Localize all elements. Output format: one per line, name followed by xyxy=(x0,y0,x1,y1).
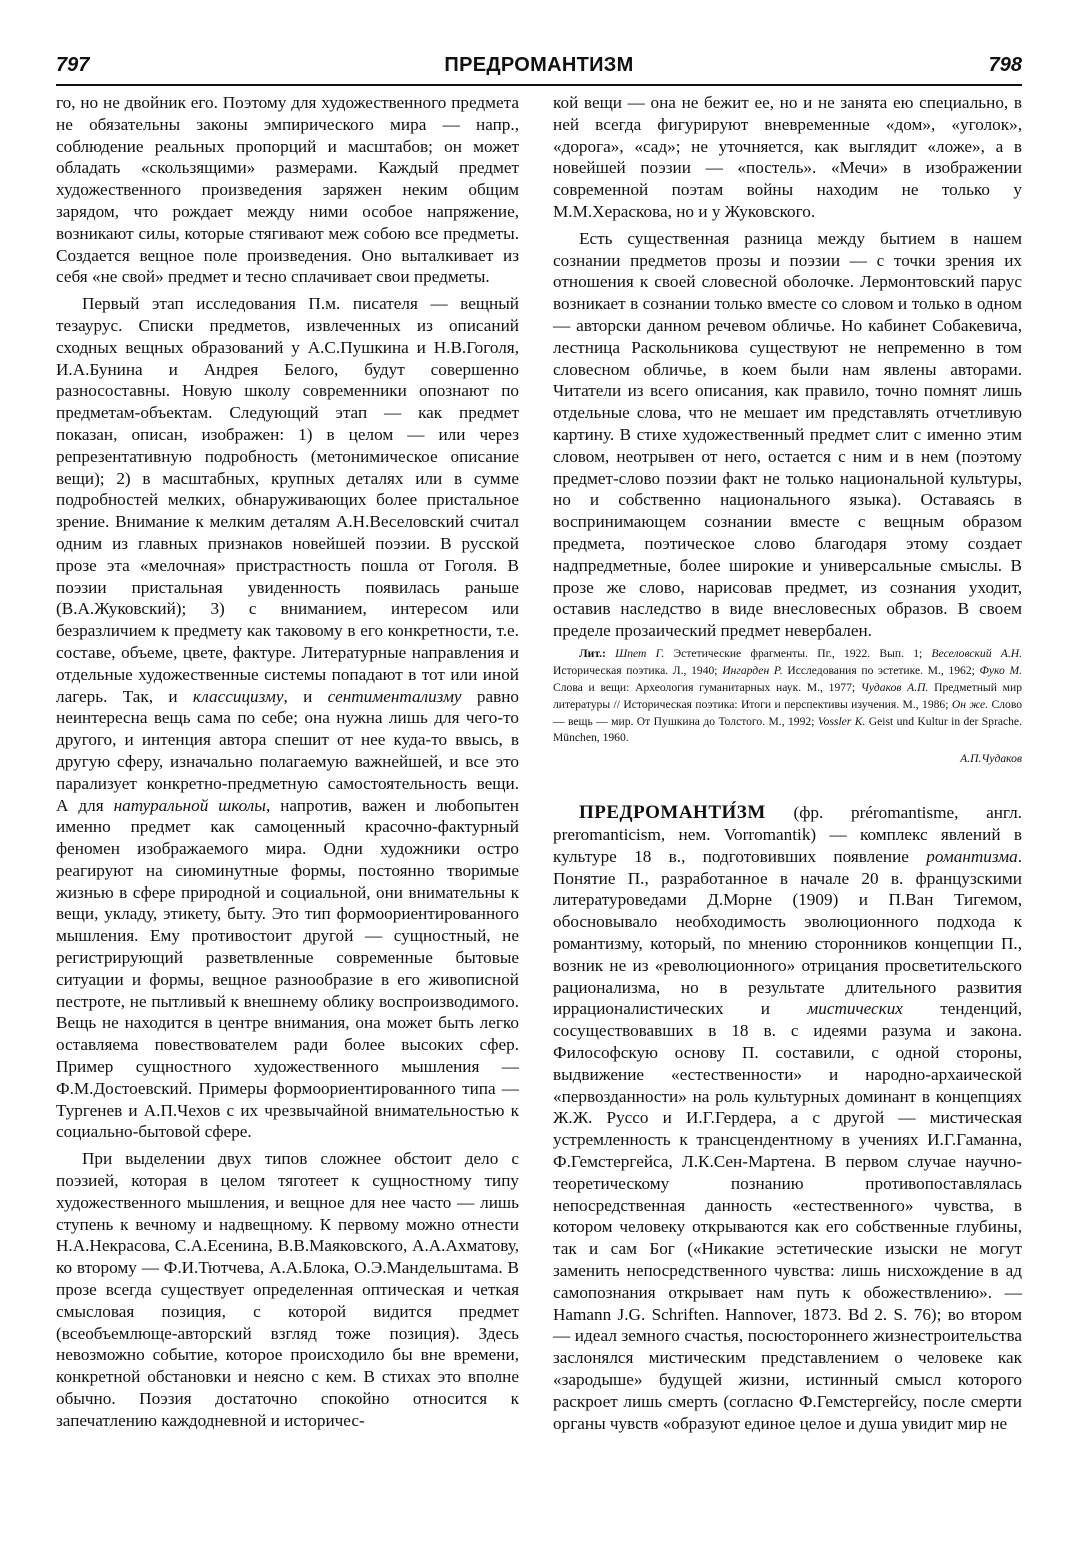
paragraph: При выделении двух типов сложнее обстоит дело с поэзией, которая в целом тяготеет к сущностному типу художественного мышления, и вещное для нее часто — лишь ступень к вечному и надвещному. К первому можно отнести Н.А.Некрасова, С.А.Есенина, В.В.Маяковского, А.А.Ахматову, ко второму — Ф.И.Тютчева, А.А.Блока, О.Э.Мандельштама. В прозе всегда существует определенная оптическая и четкая смысловая позиция, с которой видится предмет (всеобъемлюще-авторский взгляд тоже позиция). Здесь невозможно событие, которое происходило бы вне времени, конкретной обстановки и неясно с кем. В стихах это вполне обычно. Поэзия достаточно спокойно относится к запечатлению каждодневной и историчес- xyxy=(56,1149,519,1430)
running-title: ПРЕДРОМАНТИЗМ xyxy=(444,54,634,76)
text-run: Первый этап исследования П.м. писателя — вещный тезаурус. Списки предметов, извлеченных из описаний сходных вещных образований у А.С.Пушкина и Н.В.Гоголя, И.А.Бунина и Андрея Белого, будут совершенно разносоставны. Новую школу современники опознают по предметам-объектам. Следующий этап — как предмет показан, описан, изображен: 1) в целом — или через репрезентативную подробность (метонимическое описание вещи); 2) в масштабных, крупных деталях или в сумме подробностей мелких, обнаруживающих более пристальное зрение. Внимание к мелким деталям А.Н.Веселовский считал одним из главных признаков новейшей поэзии. В русской прозе эта «мелочная» пристрастность пошла от Гоголя. В поэзии пристальная увиденность появилась раньше (В.А.Жуковский); 3) с вниманием, интересом или безразличием к предмету как таковому в его конкретности, т.е. составе, объеме, цвете, фактуре. Литературные направления и отдельные художественные системы попадают в тот или иной лагерь. Так, и xyxy=(56,294,519,706)
text-run: , и xyxy=(283,686,328,706)
text-run: (фр. préromantisme, англ. preromanticism, нем. Vorromantik) — комплекс явлений в культуре 18 в., подготовивших появление xyxy=(553,803,1022,866)
text-run: , напротив, важен и любопытен именно предмет как самоценный красочно-фактурный феномен изображаемого мира. Одни художники остро реагируют на сиюминутные формы, постоянно творимые жизнью в сфере природной и социальной, они внимательны к вещи, укладу, этикету, быту. Это тип формоориентированного мышления. Ему противостоит другой — сущностный, не регистрирующий разветвленные современные бытовые ситуации и формы, вещное разнообразие в его живописной пестроте, не пытливый к внешнему облику воспроизводимого. Вещь не находится в центре внимания, она может быть легко оставляема повествователем ради более высоких сфер. Пример сущностного художественного мышления — Ф.М.Достоевский. Примеры формоориентированного типа — Тургенев и А.П.Чехов с их чрезвычайной внимательностью к социально-бытовой сфере. xyxy=(56,795,520,1142)
left-column xyxy=(56,92,519,1432)
bibliography-label: Лит.: xyxy=(579,646,606,660)
cross-reference: романтизма xyxy=(926,846,1018,866)
page-header xyxy=(56,54,1022,86)
cross-reference: классицизму xyxy=(192,686,284,706)
page-number-right: 798 xyxy=(988,54,1022,76)
cross-reference: натуральной школы xyxy=(113,795,266,815)
entry-paragraph xyxy=(553,802,1022,1434)
text-run: . Понятие П., разработанное в начале 20 в. французскими литературоведами Д.Морне (1909) и П.Ван Тигемом, обосновывало необходимость эволюционного подхода к романтизму, который, по мнению сторонников концепции П., возник не из «революционного» отрицания просветительского рационализма, но в результате длительного развития иррационалистических и xyxy=(553,846,1022,1019)
bib-entry: Исследования по эстетике. М., 1962; xyxy=(782,663,980,677)
bib-author: Он же. xyxy=(951,697,989,711)
paragraph: Есть существенная разница между бытием в нашем сознании предметов прозы и поэзии — с точки зрения их отношения к своей словесной оболочке. Лермонтовский парус возникает в сознании только вместе со словом и только в одном — авторски данном речевом обличье. Но кабинет Собакевича, лестница Раскольникова существуют не непременно в том словесном обличье, в коем были нам явлены авторами. Читатели из всего описания, как правило, точно помнят лишь отдельные слова, что не мешает им представлять отчетливую картину. В стихе художественный предмет слит с именно этим словом, неотрывен от него, остается с ним и в нем (поэтому предмет-слово поэзии факт не только национальной культуры, но и собственно национального языка). Оставаясь в воспринимающем сознании вместе с вещным образом предмета, поэтическое слово благодаря этому создает надпредметные, более широкие и универсальные смыслы. В прозе же слово, нарисовав предмет, из сознания уходит, оставив наследство в виде внесловесных образов. В своем пределе прозаический предмет невербален. xyxy=(553,228,1022,641)
bib-author: Фуко М. xyxy=(979,663,1022,677)
bib-entry: Эстетические фрагменты. Пг., 1922. Вып. 1; xyxy=(664,646,932,660)
paragraph: кой вещи — она не бежит ее, но и не занята ею специально, в ней всегда фигурируют вневременные «дом», «уголок», «дорога», «сад»; не уточняется, как выглядит «ложе», а в новейшей поэзии — «постель». «Мечи» в изображении современной поэтам войны находим не только у М.М.Хераскова, но и у Жуковского. xyxy=(553,93,1022,221)
bib-author: Vossler K. xyxy=(817,714,866,728)
right-column xyxy=(553,92,1022,1434)
bib-entry: Слово — вещь — мир. От Пушкина до Толстого. М., 1992; xyxy=(553,697,1023,728)
bib-author: Чудаков А.П. xyxy=(860,680,929,694)
cross-reference: сентиментализму xyxy=(327,686,462,706)
header-rule xyxy=(56,84,1022,86)
entry-headword: ПРЕДРОМАНТИ́ЗМ xyxy=(579,802,766,824)
paragraph xyxy=(56,293,519,1143)
page-number-left: 797 xyxy=(56,54,90,76)
author-signature: А.П.Чудаков xyxy=(960,752,1022,766)
bib-entry: Geist und Kultur in der Sprache. München, 1960. xyxy=(553,714,1022,745)
text-run: тенденций, сосуществовавших в 18 в. с идеями разума и закона. Философскую основу П. составили, с одной стороны, выдвижение «естественности» и народно-архаической «первозданности» на роль культурных доминант в концепциях Ж.Ж. Руссо и И.Г.Гердера, а с другой — мистическая устремленность к трансцендентному в учениях И.Г.Гаманна, Ф.Гемстергейса, Л.К.Сен-Мартена. В первом случае научно-теоретическому познанию противопоставлялась непосредственная данность «естественного» чувства, в котором человеку открываются как его собственные глубины, так и сам Бог («Никакие эстетические изыски не могут заменить непосредственного чувства: лишь нисхождение в ад самопознания открывает нам путь к обожествлению». — Hamann J.G. Schriften. Hannover, 1873. Bd 2. S. 76); во втором — идеал земного счастья, посюстороннего жизнестроительства заслонялся мистическим представлением о человеке как «зародыше» будущей жизни, истинный смысл которого раскроет лишь смерть (согласно Ф.Гемстергейсу, после смерти органы чувств «образуют единое целое и душа увидит мир не xyxy=(553,999,1022,1433)
bib-author: Веселовский А.Н. xyxy=(931,646,1022,660)
paragraph: го, но не двойник его. Поэтому для художественного предмета не обязательны законы эмпирического мира — напр., соблюдение реальных пропорций и масштабов; он может обладать «скользящими» размерами. Каждый предмет художественного произведения заряжен неким общим зарядом, что рождает между ними особое напряжение, возникают силы, которые стягивают меж собою все предметы. Создается вещное поле произведения. Оно выталкивает из себя «не свой» предмет и тесно сплачивает свои предметы. xyxy=(56,93,519,287)
bib-author: Ингарден Р. xyxy=(722,663,783,677)
text-run: равно неинтересна вещь сама по себе; она нужна лишь для чего-то другого, и интенция автора спешит от нее куда-то ввысь, в другую сферу, изначально полагаемую важнейшей, и все это парализует конкретно-предметную самостоятельность вещи. А для xyxy=(56,686,519,815)
bib-entry: Историческая поэтика. Л., 1940; xyxy=(553,663,723,677)
bib-entry: Слова и вещи: Археология гуманитарных наук. М., 1977; xyxy=(553,680,861,694)
bib-author: Шпет Г. xyxy=(615,646,665,660)
bibliography xyxy=(553,646,1022,747)
cross-reference: мистических xyxy=(807,999,903,1019)
bib-entry: Предметный мир литературы // Историческая поэтика: Итоги и перспективы изучения. М., 1986; xyxy=(553,680,1022,711)
